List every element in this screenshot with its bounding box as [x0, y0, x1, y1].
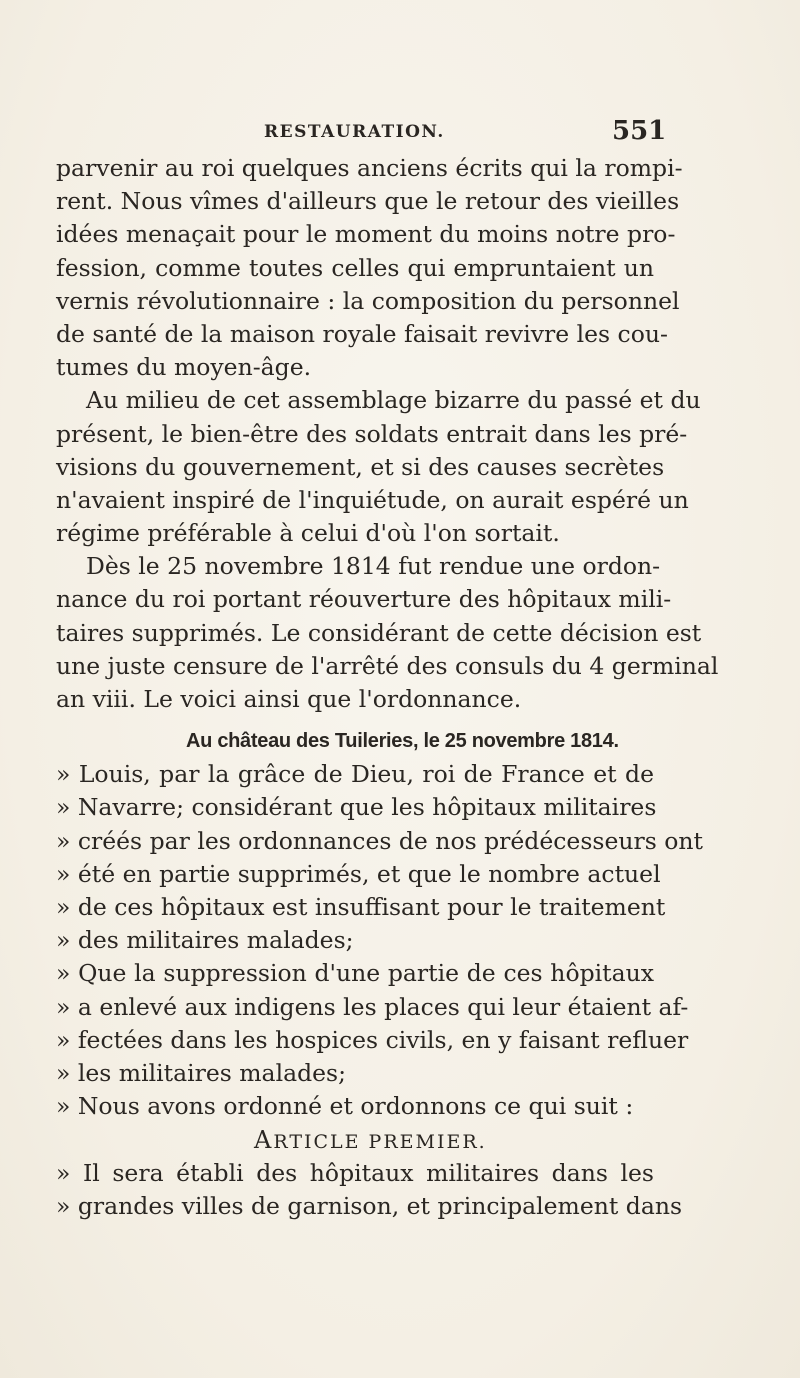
- text-line: » Il sera établi des hôpitaux militaires dans les: [56, 1159, 654, 1188]
- ordinance-quote-1: [56, 758, 703, 957]
- article-heading-rest: RTICLE PREMIER.: [273, 1131, 487, 1154]
- ordinance-quote-4: [56, 1157, 683, 1223]
- text-line: visions du gouvernement, et si des causes secrètes: [56, 452, 665, 481]
- text-line: » Nous avons ordonné et ordonnons ce qui suit :: [56, 1092, 634, 1121]
- text-line: » a enlevé aux indigens les places qui leur étaient af-: [56, 992, 689, 1021]
- ordinance-quote-2: [56, 957, 689, 1090]
- text-line: nance du roi portant réouverture des hôpitaux mili-: [56, 585, 672, 614]
- text-line: » les militaires malades;: [56, 1058, 347, 1087]
- text-line: idées menaçait pour le moment du moins notre pro-: [56, 220, 676, 249]
- article-heading: [56, 1123, 654, 1157]
- paragraph-1: [56, 152, 683, 384]
- text-line: Au milieu de cet assemblage bizarre du passé et du: [86, 386, 701, 415]
- text-line: » fectées dans les hospices civils, en y faisant refluer: [56, 1025, 689, 1054]
- body-text: [56, 152, 719, 1224]
- text-line: vernis révolutionnaire : la composition du personnel: [56, 286, 680, 315]
- dateline: Au château des Tuileries, le 25 novembre 1814.: [186, 730, 619, 753]
- text-line: » Louis, par la grâce de Dieu, roi de France et de: [56, 760, 654, 789]
- text-line: tumes du moyen-âge.: [56, 353, 312, 382]
- page-header: [0, 116, 800, 146]
- text-line: an viii. Le voici ainsi que l'ordonnance.: [56, 685, 522, 713]
- text-line: » grandes villes de garnison, et principalement dans: [56, 1192, 683, 1221]
- text-line: » créés par les ordonnances de nos prédécesseurs ont: [56, 826, 703, 855]
- ordinance-quote-3: [56, 1090, 654, 1123]
- text-line: » de ces hôpitaux est insuffisant pour le traitement: [56, 892, 666, 921]
- text-line: rent. Nous vîmes d'ailleurs que le retour des vieilles: [56, 187, 680, 216]
- text-line: une juste censure de l'arrêté des consuls du 4 germinal: [56, 651, 719, 680]
- text-line: » des militaires malades;: [56, 926, 354, 955]
- text-line: » été en partie supprimés, et que le nombre actuel: [56, 859, 661, 888]
- article-heading-initial: A: [254, 1126, 274, 1155]
- page-number: 551: [612, 116, 667, 146]
- paragraph-2: [56, 384, 701, 550]
- text-line: présent, le bien-être des soldats entrait dans les pré-: [56, 419, 688, 448]
- text-line: fession, comme toutes celles qui empruntaient un: [56, 253, 654, 282]
- text-line: régime préférable à celui d'où l'on sortait.: [56, 519, 560, 548]
- text-line: Dès le 25 novembre 1814 fut rendue une ordon-: [86, 552, 661, 581]
- running-head: RESTAURATION.: [264, 122, 445, 142]
- text-line: de santé de la maison royale faisait revivre les cou-: [56, 319, 668, 348]
- text-line: taires supprimés. Le considérant de cette décision est: [56, 618, 702, 647]
- paragraph-3: [56, 550, 719, 716]
- text-line: n'avaient inspiré de l'inquiétude, on aurait espéré un: [56, 485, 689, 514]
- text-line: parvenir au roi quelques anciens écrits qui la rompi-: [56, 154, 683, 182]
- text-line: » Que la suppression d'une partie de ces hôpitaux: [56, 959, 654, 988]
- text-line: » Navarre; considérant que les hôpitaux militaires: [56, 793, 657, 822]
